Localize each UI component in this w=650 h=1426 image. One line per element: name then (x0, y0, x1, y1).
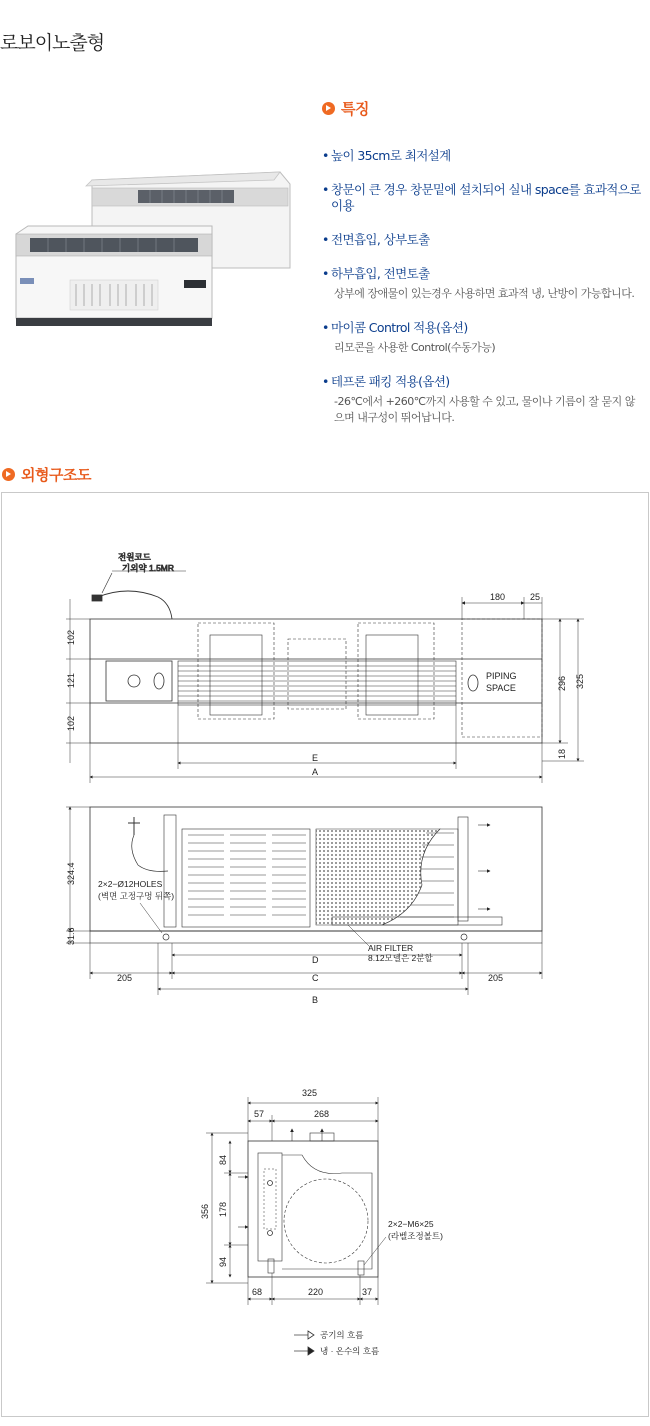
arrow-bullet-icon (2, 468, 15, 481)
dim-25: 25 (530, 592, 541, 602)
technical-drawing (2, 493, 648, 1416)
power-cord-length: 기외약 1.5MR (122, 563, 175, 573)
dim-296: 296 (557, 675, 567, 691)
dim-205-right: 205 (488, 973, 504, 983)
drawing-heading (2, 464, 91, 485)
bolt-label: 2×2−M6×25 (388, 1219, 434, 1229)
feature-title: • 높이 35cm로 최저설계 (322, 148, 642, 164)
feature-description: -26℃에서 +260℃까지 사용할 수 있고, 물이나 기름이 잘 묻지 않으며 내구성이 뛰어납니다. (334, 395, 635, 424)
side-dim-57: 57 (254, 1109, 265, 1119)
feature-heading (322, 98, 642, 119)
feature-title: • 마이콤 Control 적용(옵션) (322, 320, 642, 336)
plan-view (66, 807, 542, 1005)
power-cord-label: 전원코드 (118, 552, 151, 562)
feature-title: • 전면흡입, 상부토출 (322, 232, 642, 248)
piping-label-line2: SPACE (486, 683, 516, 693)
side-dim-356: 356 (200, 1203, 210, 1219)
legend-air-flow: 공기의 흐름 (320, 1330, 364, 1340)
feature-item (322, 374, 642, 426)
page-title: 로보이노출형 (0, 32, 105, 54)
dim-B: B (312, 995, 319, 1005)
dim-E: E (312, 753, 319, 763)
feature-title: • 창문이 큰 경우 창문밑에 설치되어 실내 space를 효과적으로 이용 (322, 182, 642, 214)
water-flow-arrow-icon (308, 1347, 314, 1355)
feature-title: • 테프론 패킹 적용(옵션) (322, 374, 642, 390)
air-filter-label: AIR FILTER (368, 943, 414, 953)
front-view (66, 552, 585, 783)
feature-description: 리모콘을 사용한 Control(수동가능) (334, 341, 496, 354)
air-flow-arrow-icon (308, 1331, 314, 1339)
legend-water-flow: 냉 · 온수의 흐름 (320, 1346, 380, 1356)
flow-legend (294, 1330, 380, 1356)
feature-item (322, 232, 642, 248)
feature-section (322, 98, 642, 444)
side-dim-68: 68 (252, 1287, 263, 1297)
holes-label: 2×2−Ø12HOLES (98, 879, 163, 889)
arrow-bullet-icon (322, 102, 335, 115)
dim-121: 121 (66, 672, 76, 688)
side-dim-37: 37 (362, 1287, 373, 1297)
bolt-note: (라벨조정볼트) (388, 1231, 443, 1241)
side-dim-220: 220 (308, 1287, 324, 1297)
air-filter-note: 8.12모델은 2분할 (368, 953, 433, 963)
dim-31-6: 31.6 (66, 927, 76, 945)
feature-list (322, 148, 642, 426)
technical-drawing-frame (1, 492, 649, 1417)
dim-A: A (312, 767, 319, 777)
feature-item (322, 320, 642, 356)
feature-item (322, 182, 642, 214)
side-dim-268: 268 (314, 1109, 330, 1119)
dim-325: 325 (575, 673, 585, 689)
feature-item (322, 148, 642, 164)
feature-title: • 하부흡입, 전면토출 (322, 266, 642, 282)
side-dim-178: 178 (218, 1201, 228, 1217)
dim-180: 180 (490, 592, 506, 602)
front-unit-illustration (16, 226, 212, 326)
dim-C: C (312, 973, 319, 983)
dim-324-4: 324.4 (66, 862, 76, 885)
dim-102-top: 102 (66, 629, 76, 645)
side-dim-84: 84 (218, 1154, 228, 1165)
side-dim-94: 94 (218, 1256, 228, 1267)
dim-102-bottom: 102 (66, 715, 76, 731)
side-view (200, 1088, 443, 1305)
drawing-heading-label: 외형구조도 (21, 466, 91, 484)
holes-note: (벽면 고정구멍 뒤쪽) (98, 891, 175, 901)
piping-label-line1: PIPING (486, 671, 517, 681)
feature-item (322, 266, 642, 302)
dim-18: 18 (557, 748, 567, 759)
feature-description: 상부에 장애물이 있는경우 사용하면 효과적 냉, 난방이 가능합니다. (334, 287, 635, 300)
dim-205-left: 205 (117, 973, 133, 983)
feature-heading-label: 특징 (341, 100, 369, 118)
dim-D: D (312, 955, 319, 965)
side-dim-325: 325 (302, 1088, 318, 1098)
product-photo (0, 168, 300, 338)
